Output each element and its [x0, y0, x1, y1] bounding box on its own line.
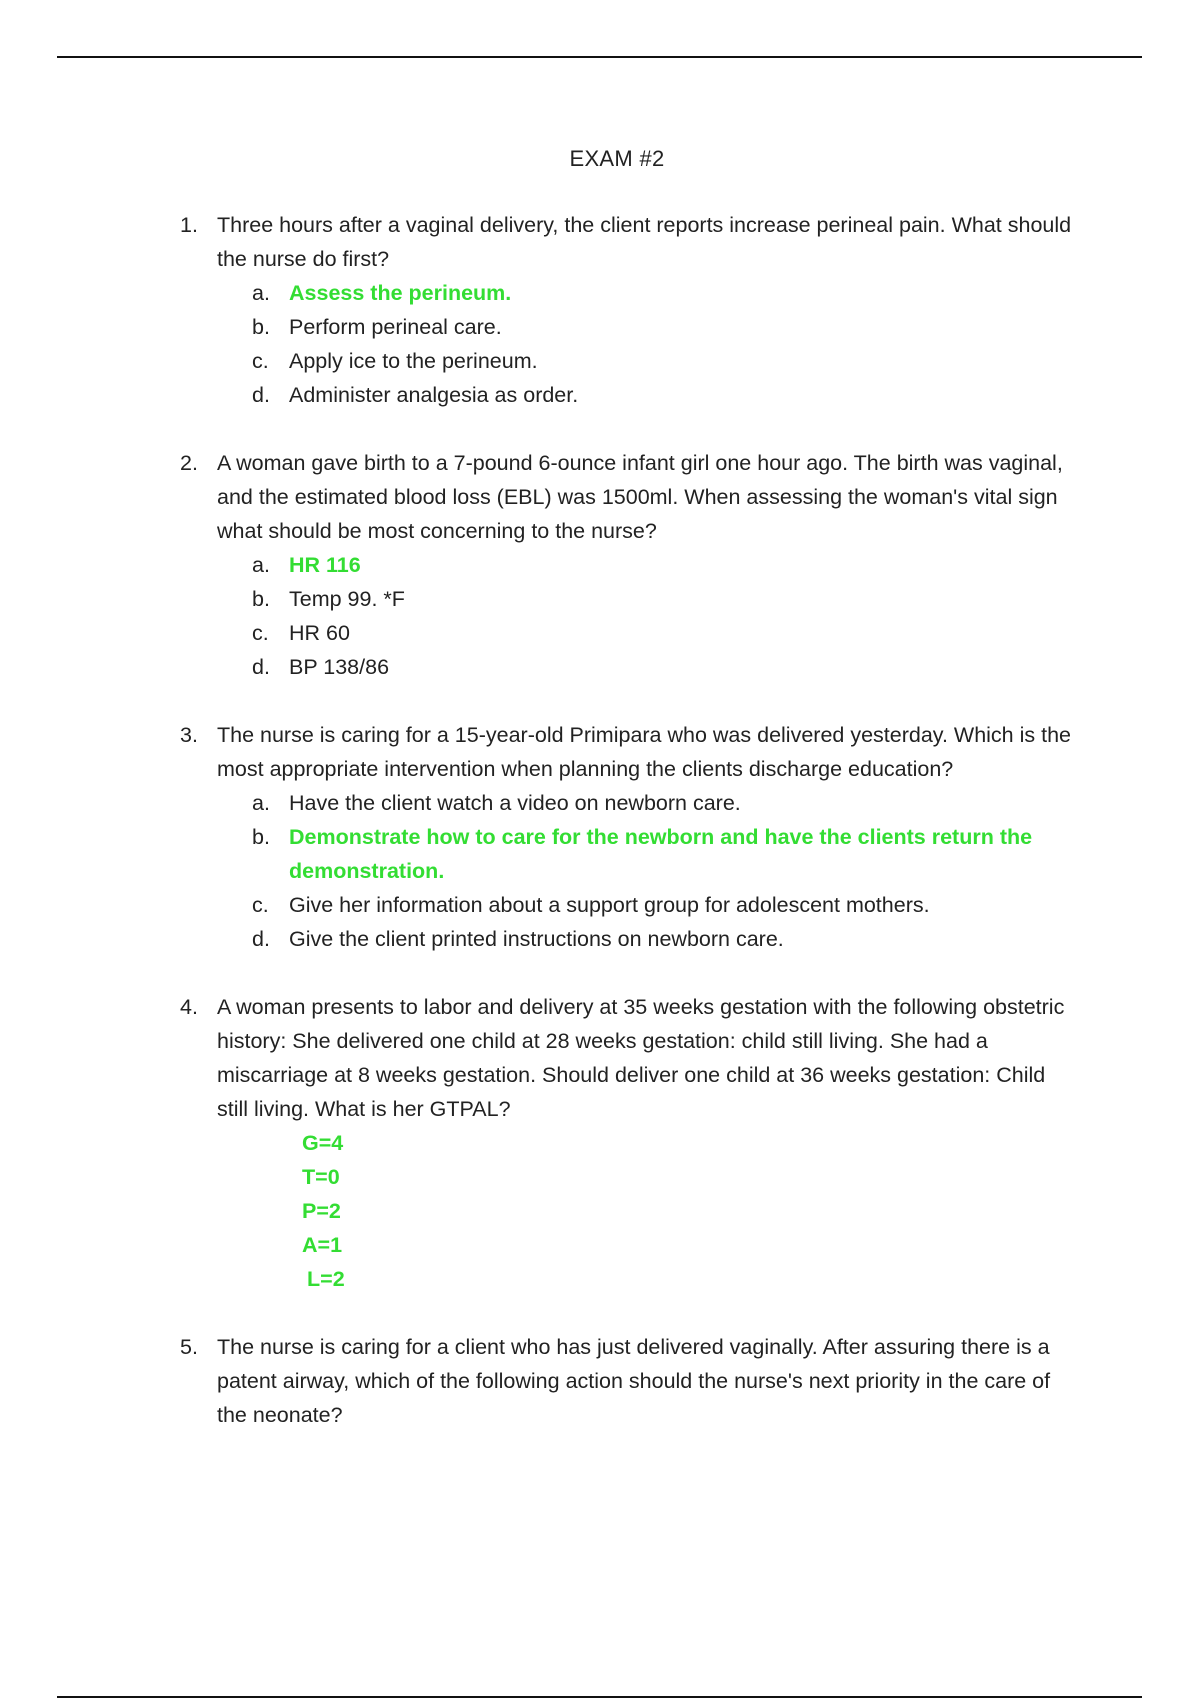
- page-title: EXAM #2: [569, 146, 665, 171]
- option-letter: a.: [252, 553, 270, 577]
- option-d: [252, 650, 1080, 684]
- option-text: HR 60: [289, 621, 350, 645]
- question-number: 2.: [180, 451, 198, 475]
- option-text: Temp 99. *F: [289, 587, 405, 611]
- gtpal-a: A=1: [302, 1233, 343, 1257]
- option-a: [252, 276, 1080, 310]
- question-4: [180, 990, 1080, 1296]
- option-letter: d.: [252, 655, 270, 679]
- question-number: 4.: [180, 995, 198, 1019]
- gtpal-p: P=2: [302, 1199, 341, 1223]
- gtpal-l: L=2: [307, 1267, 345, 1291]
- question-3: [180, 718, 1080, 956]
- option-text: Give her information about a support group for adolescent mothers.: [289, 893, 930, 917]
- option-text-correct: Demonstrate how to care for the newborn and have the clients return the demonstration.: [289, 825, 1033, 883]
- option-c: [252, 616, 1080, 650]
- option-b: [252, 310, 1080, 344]
- option-list: [217, 548, 1080, 684]
- option-text-correct: HR 116: [289, 553, 361, 577]
- option-list: [217, 786, 1080, 956]
- option-text: Give the client printed instructions on newborn care.: [289, 927, 784, 951]
- question-number: 5.: [180, 1335, 198, 1359]
- top-rule: [57, 56, 1142, 58]
- option-letter: b.: [252, 825, 270, 849]
- question-text: Three hours after a vaginal delivery, the client reports increase perineal pain. What should the nurse do first?: [217, 213, 1072, 271]
- option-letter: c.: [252, 893, 269, 917]
- option-letter: d.: [252, 927, 270, 951]
- option-c: [252, 344, 1080, 378]
- option-letter: b.: [252, 587, 270, 611]
- question-text: A woman gave birth to a 7-pound 6-ounce infant girl one hour ago. The birth was vaginal, and the estimated blood loss (EBL) was 1500ml. When assessing the woman's vital sign what should be most concerning to the nurse?: [217, 451, 1063, 543]
- gtpal-t: T=0: [302, 1165, 340, 1189]
- option-list: [217, 276, 1080, 412]
- question-5: [180, 1330, 1080, 1432]
- option-d: [252, 922, 1080, 956]
- question-1: [180, 208, 1080, 412]
- option-b: [252, 820, 1080, 888]
- option-letter: c.: [252, 349, 269, 373]
- option-letter: c.: [252, 621, 269, 645]
- question-2: [180, 446, 1080, 684]
- option-letter: a.: [252, 281, 270, 305]
- gtpal-g: G=4: [302, 1131, 344, 1155]
- option-letter: b.: [252, 315, 270, 339]
- option-text: Apply ice to the perineum.: [289, 349, 538, 373]
- option-a: [252, 548, 1080, 582]
- option-text: BP 138/86: [289, 655, 390, 679]
- option-b: [252, 582, 1080, 616]
- question-number: 3.: [180, 723, 198, 747]
- option-text: Have the client watch a video on newborn care.: [289, 791, 741, 815]
- question-number: 1.: [180, 213, 198, 237]
- option-c: [252, 888, 1080, 922]
- option-letter: d.: [252, 383, 270, 407]
- option-text: Administer analgesia as order.: [289, 383, 579, 407]
- option-d: [252, 378, 1080, 412]
- option-text-correct: Assess the perineum.: [289, 281, 512, 305]
- option-text: Perform perineal care.: [289, 315, 502, 339]
- option-letter: a.: [252, 791, 270, 815]
- gtpal-answer: [217, 1126, 1080, 1296]
- option-a: [252, 786, 1080, 820]
- bottom-rule: [57, 1696, 1142, 1698]
- question-text: A woman presents to labor and delivery at 35 weeks gestation with the following obstetric history: She delivered one child at 28 weeks gestation: child still living. She had a miscarriage at 8 weeks gestation. Should deliver one child at 36 weeks gestation: Child still living. What is her GTPAL?: [217, 995, 1065, 1121]
- question-list: [180, 208, 1080, 1466]
- question-text: The nurse is caring for a 15-year-old Primipara who was delivered yesterday. Which is the most appropriate intervention when planning the clients discharge education?: [217, 723, 1071, 781]
- question-text: The nurse is caring for a client who has just delivered vaginally. After assuring there is a patent airway, which of the following action should the nurse's next priority in the care of the neonate?: [217, 1335, 1051, 1427]
